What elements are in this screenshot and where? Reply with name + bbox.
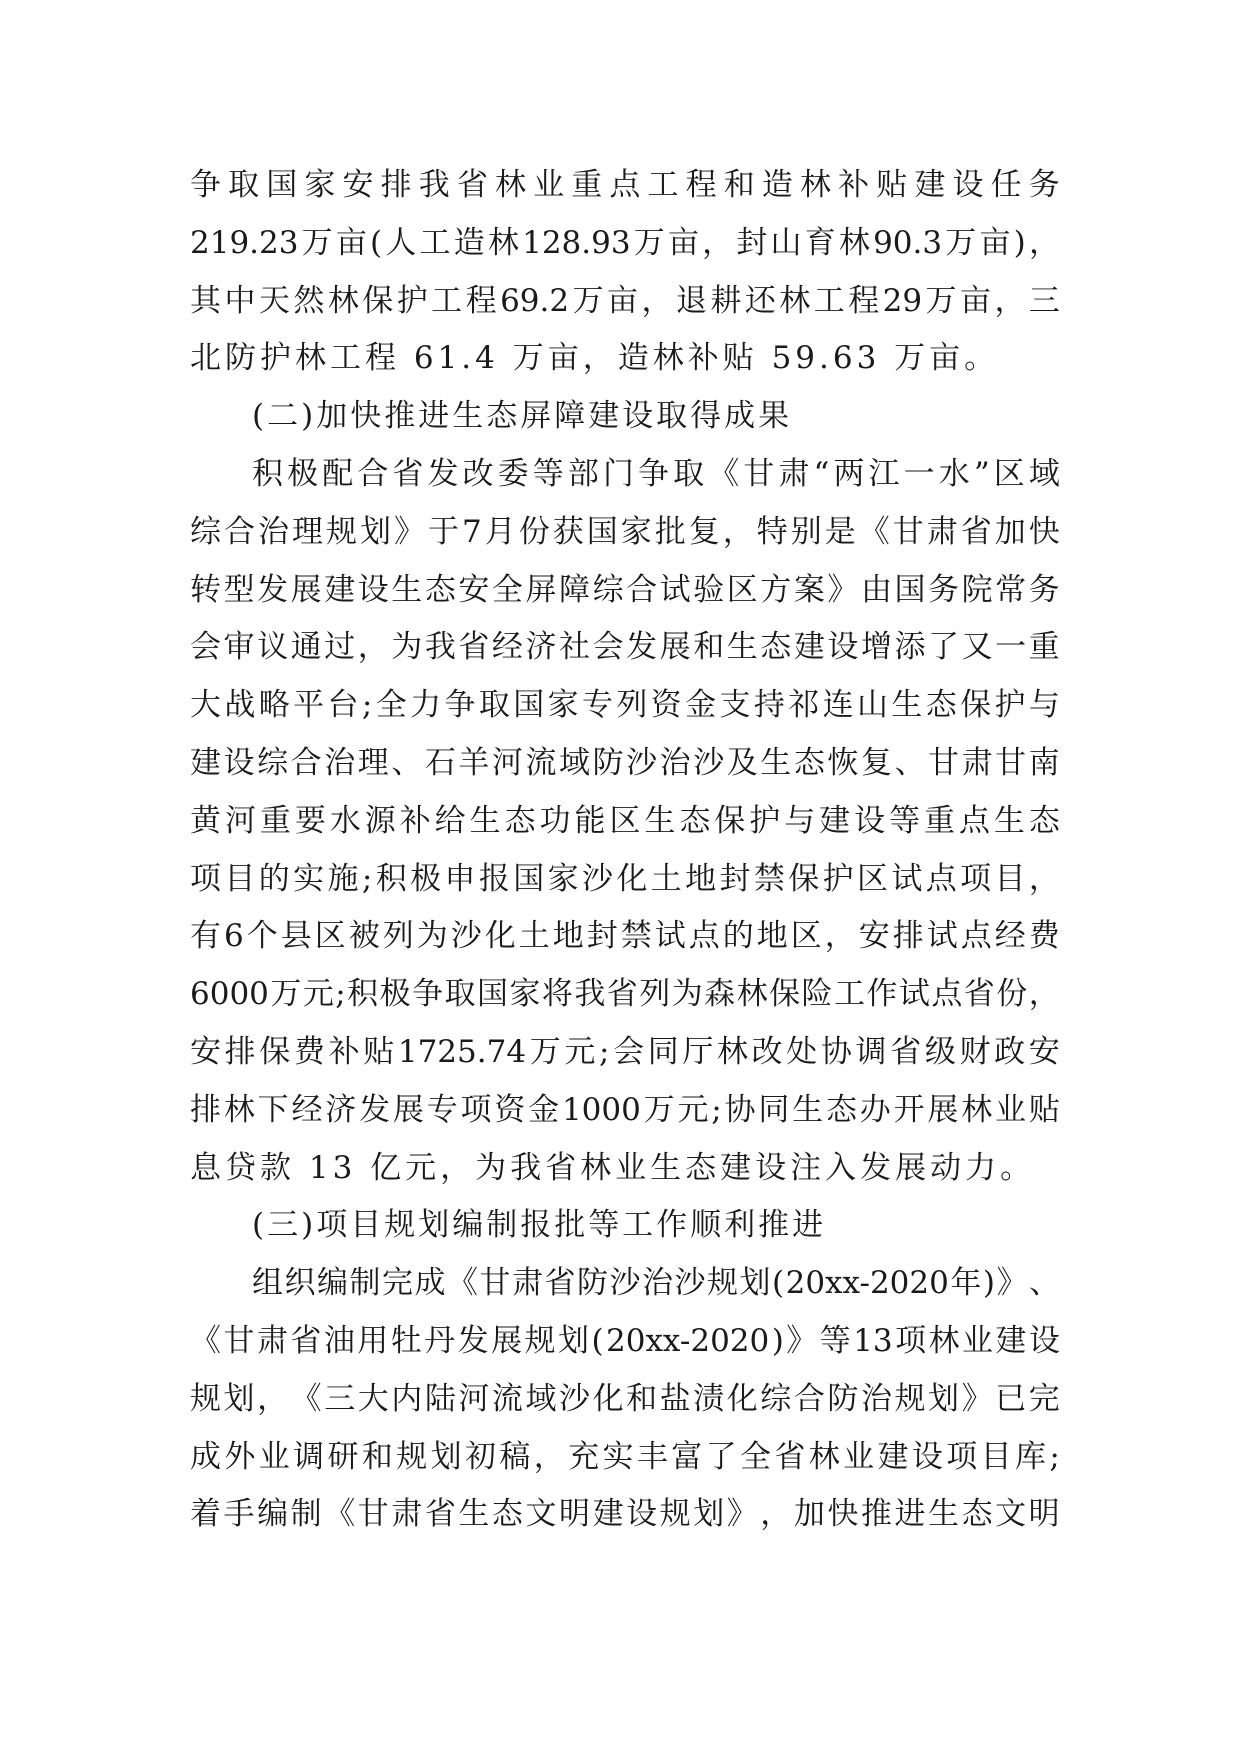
paragraph-line: 《 甘 肃 省 油 用 牡 丹 发 展 规 划 ( 20xx-2020 ) 》 等 13 项 林 业 建 设 <box>190 1322 1060 1359</box>
paragraph-line: 有 6 个 县 区 被 列 为 沙 化 土 地 封 禁 试 点 的 地 区 ， 安 排 试 点 经 费 <box>190 918 1060 955</box>
section-heading: (二)加快推进生态屏障建设取得成果 <box>252 398 793 435</box>
document-body <box>190 157 1060 1544</box>
paragraph-last-line: 息贷款 13 亿元，为我省林业生态建设注入发展动力。 <box>190 1149 1036 1186</box>
paragraph-line: 其 中 天 然 林 保 护 工 程 69.2 万 亩 ， 退 耕 还 林 工 程 29 万 亩 ， 三 <box>190 282 1060 319</box>
paragraph-line: 黄 河 重 要 水 源 补 给 生 态 功 能 区 生 态 保 护 与 建 设 等 重 点 生 态 <box>190 802 1060 839</box>
paragraph-line: 规 划 ， 《 三 大 内 陆 河 流 域 沙 化 和 盐 渍 化 综 合 防 治 规 划 》 已 完 <box>190 1380 1060 1417</box>
paragraph-line: 安 排 保 费 补 贴 1725.74 万 元 ; 会 同 厅 林 改 处 协 调 省 级 财 政 安 <box>190 1033 1060 1070</box>
paragraph-line: 219.23 万 亩 ( 人 工 造 林 128.93 万 亩 ， 封 山 育 林 90.3 万 亩 ) ， <box>190 224 1060 261</box>
paragraph-last-line: 北防护林工程 61.4 万亩，造林补贴 59.63 万亩。 <box>190 340 1000 377</box>
paragraph-line: 建 设 综 合 治 理 、 石 羊 河 流 域 防 沙 治 沙 及 生 态 恢 复 、 甘 肃 甘 南 <box>190 744 1060 781</box>
paragraph-line: 着 手 编 制 《 甘 肃 省 生 态 文 明 建 设 规 划 》 ， 加 快 推 进 生 态 文 明 <box>190 1496 1060 1533</box>
paragraph-line: 大 战 略 平 台 ; 全 力 争 取 国 家 专 列 资 金 支 持 祁 连 山 生 态 保 护 与 <box>190 687 1060 724</box>
paragraph-line: 6000 万 元 ; 积 极 争 取 国 家 将 我 省 列 为 森 林 保 险 工 作 试 点 省 份 ， <box>190 976 1060 1013</box>
section-heading: (三)项目规划编制报批等工作顺利推进 <box>252 1207 827 1244</box>
paragraph-first-line: 积 极 配 合 省 发 改 委 等 部 门 争 取 《 甘 肃 “ 两 江 一 水 ” 区 域 <box>252 455 1060 492</box>
paragraph-line: 会 审 议 通 过 ， 为 我 省 经 济 社 会 发 展 和 生 态 建 设 增 添 了 又 一 重 <box>190 629 1060 666</box>
paragraph-line: 综 合 治 理 规 划 》 于 7 月 份 获 国 家 批 复 ， 特 别 是 《 甘 肃 省 加 快 <box>190 513 1060 550</box>
paragraph-line: 成 外 业 调 研 和 规 划 初 稿 ， 充 实 丰 富 了 全 省 林 业 建 设 项 目 库 ; <box>190 1438 1060 1475</box>
paragraph-line: 项 目 的 实 施 ; 积 极 申 报 国 家 沙 化 土 地 封 禁 保 护 区 试 点 项 目 ， <box>190 860 1060 897</box>
paragraph-first-line: 组 织 编 制 完 成 《 甘 肃 省 防 沙 治 沙 规 划 ( 20xx-2020 年 ) 》 、 <box>252 1265 1060 1302</box>
paragraph-line: 转 型 发 展 建 设 生 态 安 全 屏 障 综 合 试 验 区 方 案 》 由 国 务 院 常 务 <box>190 571 1060 608</box>
paragraph-line: 排 林 下 经 济 发 展 专 项 资 金 1000 万 元 ; 协 同 生 态 办 开 展 林 业 贴 <box>190 1091 1060 1128</box>
paragraph-line: 争 取 国 家 安 排 我 省 林 业 重 点 工 程 和 造 林 补 贴 建 设 任 务 <box>190 167 1060 203</box>
